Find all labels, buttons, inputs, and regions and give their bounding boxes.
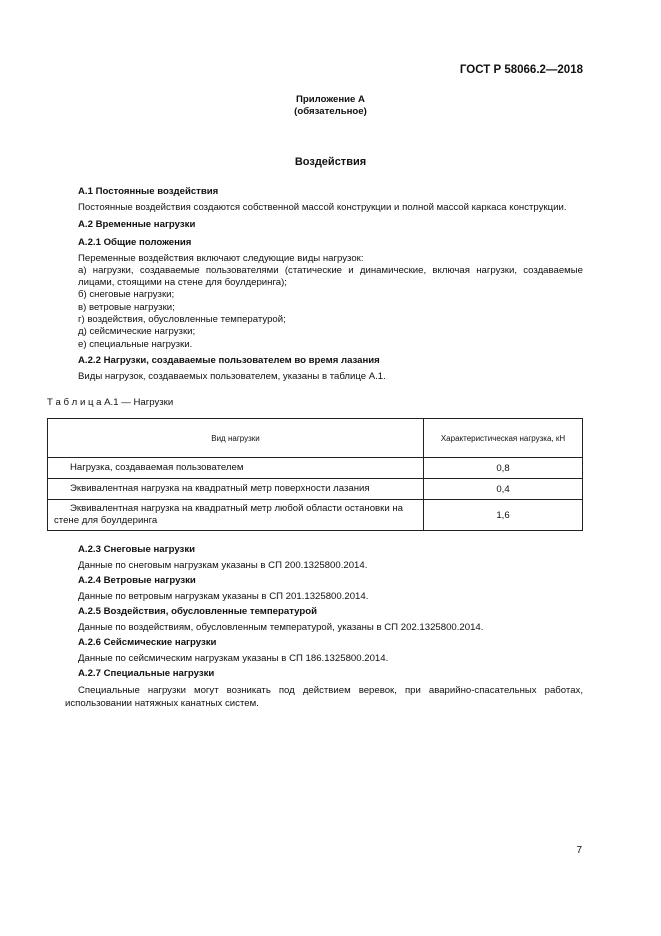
section-title: Воздействия <box>294 156 367 168</box>
table-row <box>48 500 583 531</box>
table-row <box>48 479 583 500</box>
document-number: ГОСТ Р 58066.2—2018 <box>459 64 583 76</box>
page-number: 7 <box>576 845 582 856</box>
heading-a21: А.2.1 Общие положения <box>78 237 192 248</box>
table-header-row <box>48 419 583 458</box>
table-cell-value: 0,8 <box>424 458 583 479</box>
text-a1: Постоянные воздействия создаются собственной массой конструкции и полной массой каркаса конструкции. <box>78 202 567 213</box>
list-item-a: а) нагрузки, создаваемые пользователями (статические и динамические, включая нагрузки, создаваемые лицами, стоящими на стене для боулдеринга); <box>78 265 583 288</box>
list-item-c: в) ветровые нагрузки; <box>78 302 175 313</box>
heading-a24: А.2.4 Ветровые нагрузки <box>78 575 196 586</box>
table-header-load-value: Характеристическая нагрузка, кН <box>424 419 583 458</box>
heading-a27: А.2.7 Специальные нагрузки <box>78 668 215 679</box>
appendix-title: Приложение А <box>296 94 365 105</box>
text-a25: Данные по воздействиям, обусловленным температурой, указаны в СП 202.1325800.2014. <box>78 622 484 633</box>
list-item-d: г) воздействия, обусловленные температурой; <box>78 314 286 325</box>
loads-table <box>47 418 583 531</box>
appendix-subtitle: (обязательное) <box>294 106 367 117</box>
heading-a1: А.1 Постоянные воздействия <box>78 186 219 197</box>
table-row <box>48 458 583 479</box>
list-item-e: д) сейсмические нагрузки; <box>78 326 196 337</box>
heading-a2: А.2 Временные нагрузки <box>78 219 196 230</box>
heading-a26: А.2.6 Сейсмические нагрузки <box>78 637 217 648</box>
heading-a23: А.2.3 Снеговые нагрузки <box>78 544 196 555</box>
table-cell-value: 0,4 <box>424 479 583 500</box>
text-a23: Данные по снеговым нагрузкам указаны в СП 200.1325800.2014. <box>78 560 368 571</box>
text-a26: Данные по сейсмическим нагрузкам указаны в СП 186.1325800.2014. <box>78 653 389 664</box>
table-cell-name: Эквивалентная нагрузка на квадратный метр любой области остановки на стене для боулдеринга <box>48 500 424 531</box>
heading-a25: А.2.5 Воздействия, обусловленные температурой <box>78 606 317 617</box>
text-a27: Специальные нагрузки могут возникать под действием веревок, при аварийно-спасательных работах, использовании натяжных канатных систем. <box>65 685 583 709</box>
list-item-b: б) снеговые нагрузки; <box>78 289 175 300</box>
table-caption: Т а б л и ц а А.1 — Нагрузки <box>47 397 174 408</box>
text-a22: Виды нагрузок, создаваемых пользователем, указаны в таблице А.1. <box>78 371 386 382</box>
heading-a22: А.2.2 Нагрузки, создаваемые пользователем во время лазания <box>78 355 380 366</box>
table-cell-name: Эквивалентная нагрузка на квадратный метр поверхности лазания <box>48 479 424 500</box>
text-a21-intro: Переменные воздействия включают следующие виды нагрузок: <box>78 253 364 264</box>
table-cell-value: 1,6 <box>424 500 583 531</box>
list-item-f: е) специальные нагрузки. <box>78 339 193 350</box>
text-a24: Данные по ветровым нагрузкам указаны в СП 201.1325800.2014. <box>78 591 369 602</box>
table-header-load-type: Вид нагрузки <box>48 419 424 458</box>
table-cell-name: Нагрузка, создаваемая пользователем <box>48 458 424 479</box>
